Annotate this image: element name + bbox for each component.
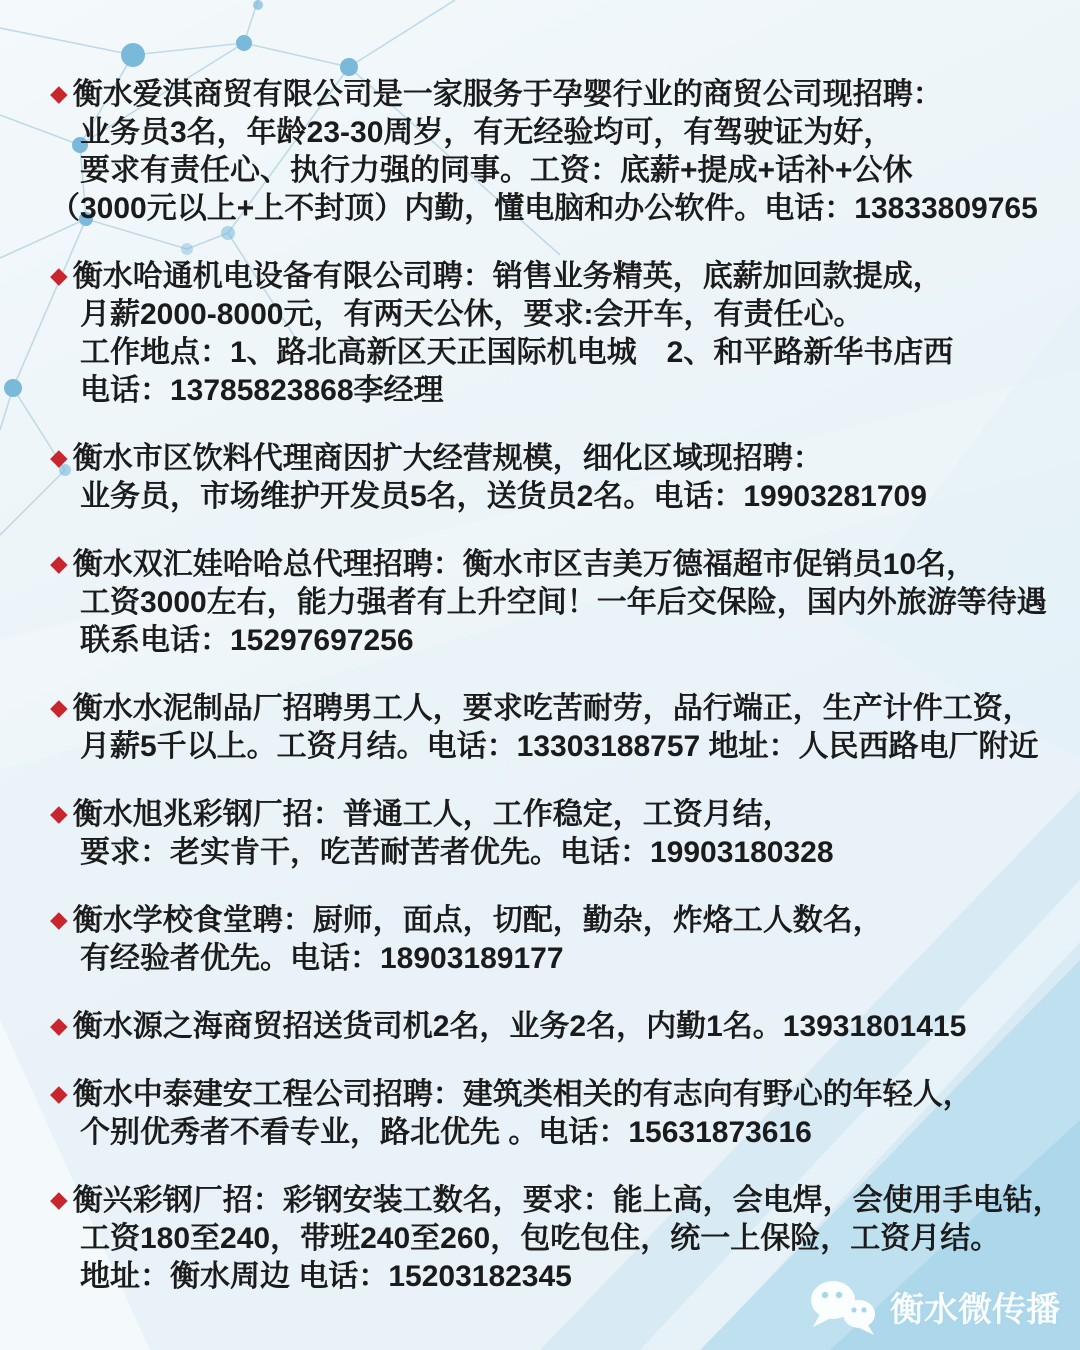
listing-text: 联系电话：15297697256: [80, 624, 414, 657]
listing-text: 月薪5千以上。工资月结。电话：13303188757 地址：人民西路电厂附近: [80, 730, 1039, 763]
listing-line: [50, 940, 1060, 978]
job-listing: [50, 1074, 1060, 1152]
listing-text: 个别优秀者不看专业，路北优先 。电话：15631873616: [80, 1116, 812, 1149]
listing-first-line: [50, 688, 1060, 728]
listing-first-line: [50, 74, 1060, 114]
listing-line: [50, 584, 1060, 622]
listing-first-line: [50, 900, 1060, 940]
listing-text: 要求有责任心、执行力强的同事。工资：底薪+提成+话补+公休: [80, 154, 913, 187]
listing-text: 工资3000左右，能力强者有上升空间！一年后交保险，国内外旅游等待遇: [80, 586, 1047, 619]
listing-text: 衡水爱淇商贸有限公司是一家服务于孕婴行业的商贸公司现招聘：: [72, 78, 943, 111]
listing-first-line: [50, 256, 1060, 296]
listing-text: 工作地点：1、路北高新区天正国际机电城 2、和平路新华书店西: [80, 336, 954, 369]
listing-text: 衡水双汇娃哈哈总代理招聘：衡水市区吉美万德福超市促销员10名，: [72, 548, 977, 581]
diamond-bullet-icon: ◆: [50, 1080, 68, 1106]
listing-line: [50, 1114, 1060, 1152]
listing-text: 地址：衡水周边 电话：15203182345: [80, 1260, 572, 1293]
job-listing: [50, 688, 1060, 766]
job-listing: [50, 438, 1060, 516]
listing-line: [50, 190, 1060, 228]
job-listing: [50, 1006, 1060, 1046]
listing-line: [50, 334, 1060, 372]
diamond-bullet-icon: ◆: [50, 800, 68, 826]
listing-text: 业务员3名，年龄23-30周岁，有无经验均可，有驾驶证为好，: [80, 116, 894, 149]
listing-text: 衡水旭兆彩钢厂招：普通工人，工作稳定，工资月结，: [72, 798, 793, 831]
listing-first-line: [50, 438, 1060, 478]
listing-first-line: [50, 1180, 1063, 1220]
listing-line: [50, 372, 1060, 410]
listing-line: [50, 834, 1060, 872]
listing-line: [50, 1220, 1060, 1258]
listing-text: 衡水市区饮料代理商因扩大经营规模，细化区域现招聘：: [72, 442, 823, 475]
listing-first-line: [50, 1074, 1060, 1114]
listing-line: [50, 152, 1060, 190]
listing-first-line: [50, 794, 1060, 834]
listing-line: [50, 728, 1060, 766]
listing-text: 业务员，市场维护开发员5名，送货员2名。电话：19903281709: [80, 480, 927, 513]
diamond-bullet-icon: ◆: [50, 80, 68, 106]
listing-line: [50, 114, 1060, 152]
diamond-bullet-icon: ◆: [50, 906, 68, 932]
listing-line: [50, 296, 1060, 334]
job-listings: [50, 74, 1063, 1296]
listing-text: 衡水中泰建安工程公司招聘：建筑类相关的有志向有野心的年轻人，: [72, 1078, 973, 1111]
listing-first-line: [50, 544, 1060, 584]
listing-text: 衡水哈通机电设备有限公司聘：销售业务精英，底薪加回款提成，: [72, 260, 943, 293]
listing-text: 有经验者优先。电话：18903189177: [80, 942, 564, 975]
listing-text: 工资180至240，带班240至260，包吃包住，统一上保险，工资月结。: [80, 1222, 1001, 1255]
job-listing: [50, 544, 1060, 660]
diamond-bullet-icon: ◆: [50, 1186, 68, 1212]
listing-text: 衡水水泥制品厂招聘男工人，要求吃苦耐劳，品行端正，生产计件工资，: [72, 692, 1033, 725]
wechat-icon: [806, 1276, 880, 1336]
listing-first-line: [50, 1006, 1060, 1046]
diamond-bullet-icon: ◆: [50, 1012, 68, 1038]
listing-line: [50, 622, 1060, 660]
job-listing: [50, 900, 1060, 978]
diamond-bullet-icon: ◆: [50, 444, 68, 470]
listing-text: 要求：老实肯干，吃苦耐苦者优先。电话：19903180328: [80, 836, 834, 869]
job-listing: [50, 256, 1060, 410]
diamond-bullet-icon: ◆: [50, 694, 68, 720]
listing-text: 衡水学校食堂聘：厨师，面点，切配，勤杂，炸烙工人数名，: [72, 904, 883, 937]
job-listing: [50, 794, 1060, 872]
diamond-bullet-icon: ◆: [50, 550, 68, 576]
listing-text: 衡水源之海商贸招送货司机2名，业务2名，内勤1名。13931801415: [72, 1010, 967, 1043]
watermark: [806, 1276, 1060, 1336]
listing-text: （3000元以上+上不封顶）内勤，懂电脑和办公软件。电话：13833809765: [50, 192, 1038, 225]
listing-text: 衡兴彩钢厂招：彩钢安装工数名，要求：能上高，会电焊，会使用手电钻，: [72, 1184, 1063, 1217]
diamond-bullet-icon: ◆: [50, 262, 68, 288]
job-listing: [50, 74, 1060, 228]
listing-line: [50, 478, 1060, 516]
listing-text: 月薪2000-8000元，有两天公休，要求:会开车，有责任心。: [80, 298, 864, 331]
watermark-label: 衡水微传播: [890, 1290, 1060, 1329]
listing-text: 电话：13785823868李经理: [80, 374, 444, 407]
